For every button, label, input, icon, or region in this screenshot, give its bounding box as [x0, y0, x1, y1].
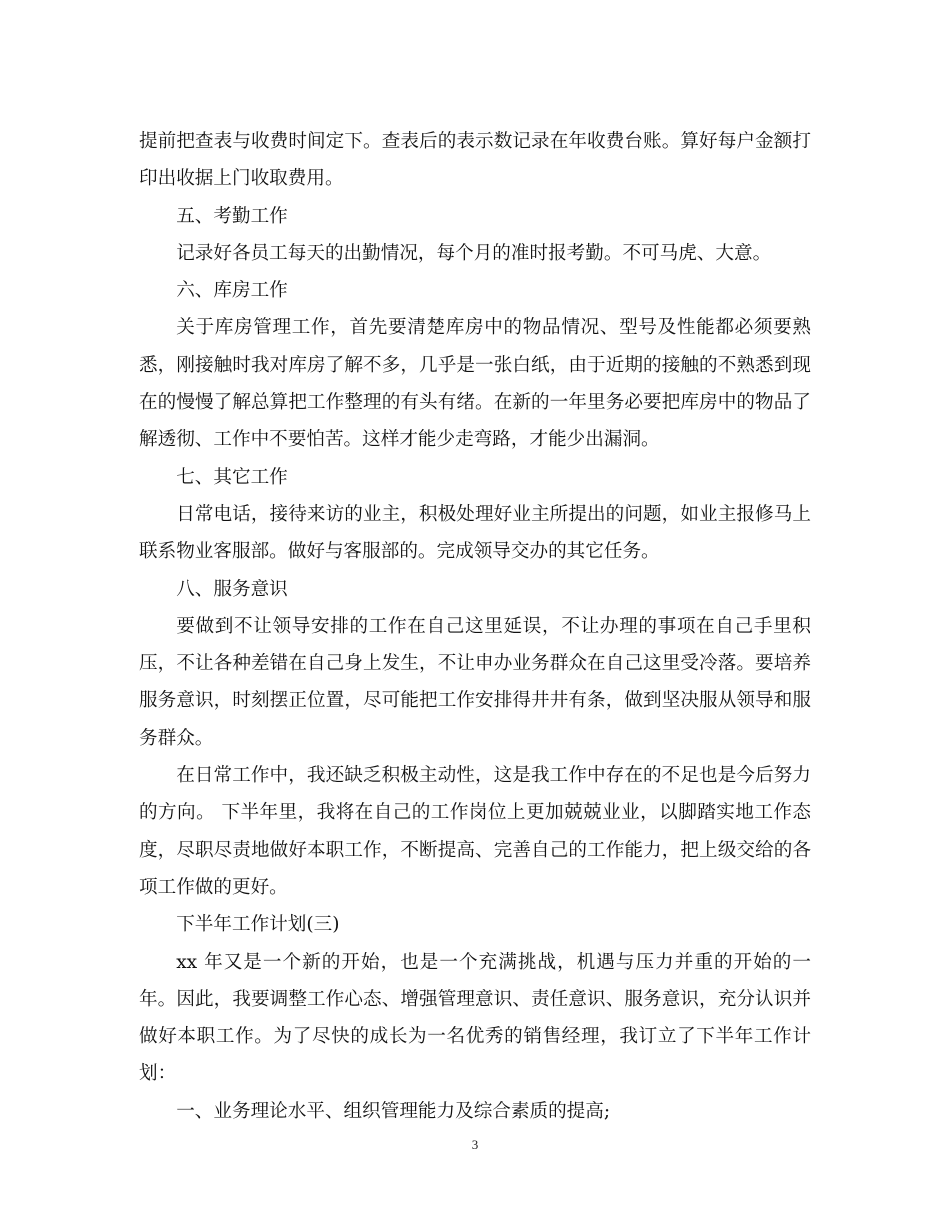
heading-other-work: 七、其它工作: [176, 466, 288, 488]
heading-warehouse: 六、库房工作: [176, 280, 288, 302]
paragraph-billing: 提前把查表与收费时间定下。查表后的表示数记录在年收费台账。算好每户金额打印出收据上门收取费用。: [139, 131, 811, 190]
heading-attendance: 五、考勤工作: [176, 205, 288, 227]
paragraph-self-review: 在日常工作中，我还缺乏积极主动性，这是我工作中存在的不足也是今后努力的方向。 下半年里，我将在自己的工作岗位上更加兢兢业业，以脚踏实地工作态度，尽职尽责地做好本职工作，不断提高、完善自己的工作能力，把上级交给的各项工作做的更好。: [139, 765, 811, 898]
page-number: 3: [471, 1137, 479, 1152]
paragraph-other-work: 日常电话，接待来访的业主，积极处理好业主所提出的问题，如业主报修马上联系物业客服部。做好与客服部的。完成领导交办的其它任务。: [139, 503, 811, 563]
paragraph-service-awareness: 要做到不让领导安排的工作在自己这里延误，不让办理的事项在自己手里积压，不让各种差错在自己身上发生，不让申办业务群众在自己这里受冷落。要培养服务意识，时刻摆正位置，尽可能把工作安排得井井有条，做到坚决服从领导和服务群众。: [139, 615, 811, 749]
paragraph-warehouse: 关于库房管理工作，首先要清楚库房中的物品情况、型号及性能都必须要熟悉，刚接触时我对库房了解不多，几乎是一张白纸，由于近期的接触的不熟悉到现在的慢慢了解总算把工作整理的有头有绪。在新的一年里务必要把库房中的物品了解透彻、工作中不要怕苦。这样才能少走弯路，才能少出漏洞。: [139, 317, 811, 451]
heading-plan-three: 下半年工作计划(三): [176, 914, 340, 936]
paragraph-attendance: 记录好各员工每天的出勤情况，每个月的准时报考勤。不可马虎、大意。: [176, 242, 772, 264]
document-body: [139, 123, 811, 1130]
heading-plan-item-one: 一、业务理论水平、组织管理能力及综合素质的提高;: [176, 1100, 611, 1122]
paragraph-plan-intro: xx 年又是一个新的开始，也是一个充满挑战，机遇与压力并重的开始的一年。因此，我要调整工作心态、增强管理意识、责任意识、服务意识，充分认识并做好本职工作。为了尽快的成长为一名优秀的销售经理，我订立了下半年工作计划：: [139, 951, 811, 1085]
heading-service-awareness: 八、服务意识: [176, 578, 288, 600]
